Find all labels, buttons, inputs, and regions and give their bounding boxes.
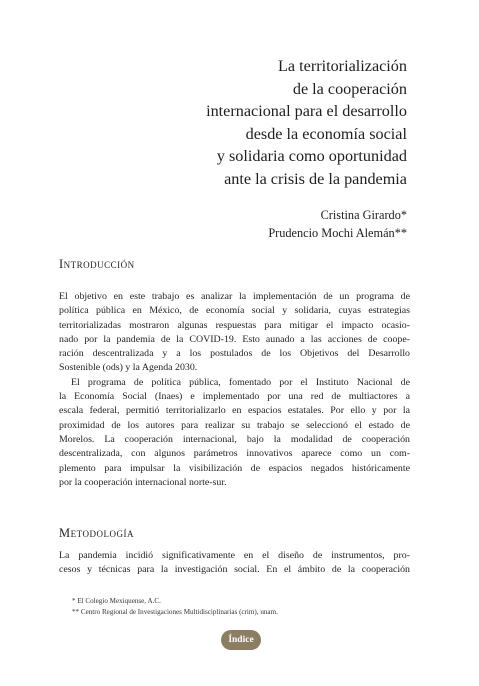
authors: [268, 206, 407, 242]
text-line: cesos y técnicas para la investigación social. En el ámbito de la cooperación: [59, 564, 410, 576]
text-line: por la cooperación internacional norte-sur.: [59, 476, 227, 488]
footnote: * El Colegio Mexiquense, A.C.: [72, 597, 161, 605]
author-name: Prudencio Mochi Alemán**: [268, 226, 407, 240]
metodologia-body: [59, 549, 410, 578]
text-line: El objetivo en este trabajo es analizar la implementación de un programa de: [59, 291, 410, 302]
text-line: Morelos. La cooperación internacional, bajo la modalidad de cooperación: [59, 433, 410, 445]
footnote: ** Centro Regional de Investigaciones Multidisciplinarias (crim), unam.: [72, 608, 278, 616]
text-line: La pandemia incidió significativamente en el diseño de instrumentos, pro-: [59, 550, 410, 561]
text-line: territorializadas mostraron algunas respuestas para mitigar el impacto ocasio-: [59, 319, 410, 331]
chapter-title: [77, 55, 407, 190]
text-line: ración descentralizada y a los postulados de los Objetivos del Desarrollo: [59, 348, 410, 360]
paragraph: [59, 290, 410, 376]
paragraph: [59, 549, 410, 578]
text-line: descentralizada, con algunos parámetros innovativos aparece como un com-: [59, 448, 410, 460]
title-line: internacional para el desarrollo: [206, 102, 407, 120]
text-line: El programa de política pública, fomentado por el Instituto Nacional de: [71, 376, 410, 388]
title-line: ante la crisis de la pandemia: [224, 169, 407, 188]
text-line: Sostenible (ods) y la Agenda 2030.: [59, 362, 198, 374]
index-button[interactable]: Índice: [221, 630, 261, 650]
author-name: Cristina Girardo*: [320, 208, 407, 222]
title-line: La territorialización: [278, 57, 407, 75]
text-line: la Economía Social (Inaes) e implementado por una red de multiactores a: [59, 391, 410, 403]
section-heading-introduccion: Introducción: [59, 257, 135, 271]
text-line: política pública en México, de economía social y solidaria, cuyas estrategias: [59, 305, 410, 317]
title-line: de la cooperación: [292, 79, 407, 98]
paragraph: [59, 376, 410, 490]
text-line: escala federal, permitió territorializarlo en espacios estatales. Por ello y por la: [59, 405, 410, 417]
title-line: desde la economía social: [245, 124, 407, 143]
text-line: plemento para impulsar la visibilización de espacios negados históricamente: [59, 462, 410, 474]
text-line: nado por la pandemia de la COVID-19. Esto aunado a las acciones de coope-: [59, 333, 410, 345]
introduccion-body: [59, 290, 410, 490]
title-line: y solidaria como oportunidad: [216, 147, 407, 165]
section-heading-metodologia: Metodología: [59, 526, 134, 540]
text-line: proximidad de los autores para realizar su trabajo se seleccionó el estado de: [59, 419, 410, 431]
footnotes: [72, 596, 278, 618]
